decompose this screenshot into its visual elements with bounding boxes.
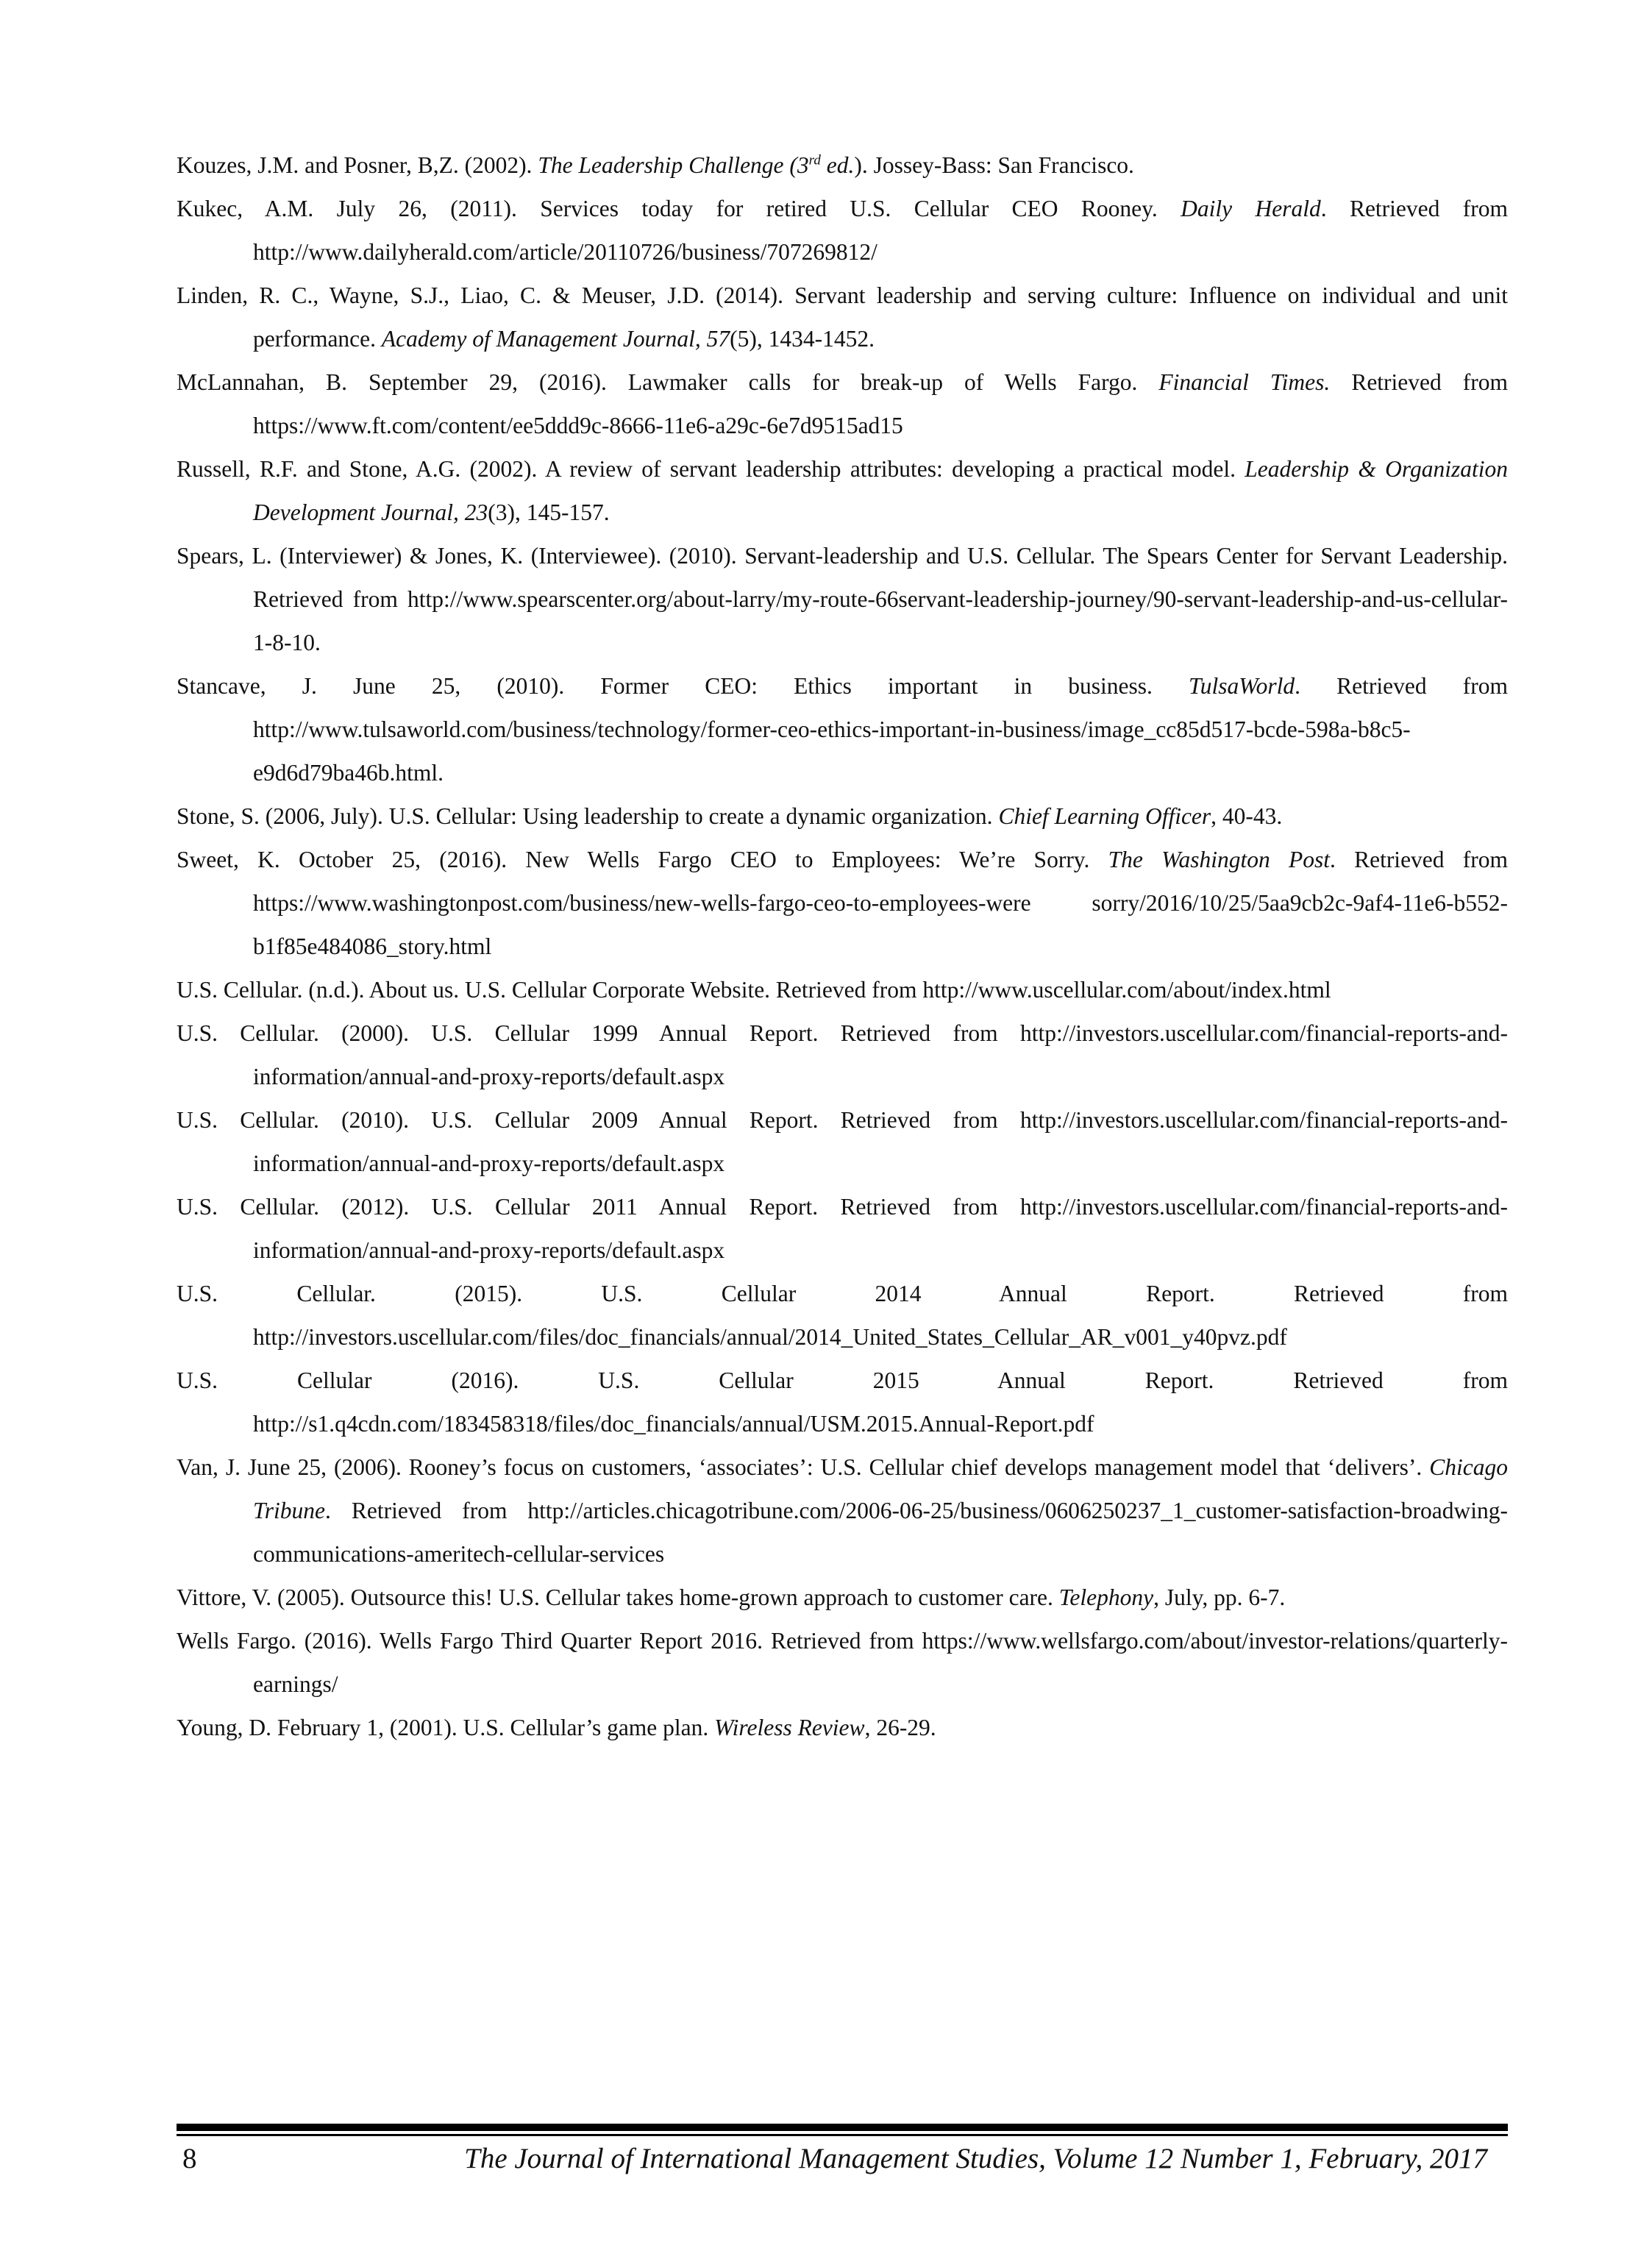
reference-text: Kouzes, J.M. and Posner, B,Z. (2002). (177, 152, 538, 178)
reference-text: Russell, R.F. and Stone, A.G. (2002). A review of servant leadership attributes: developing a practical model. (177, 456, 1245, 482)
reference-italic-text: Daily Herald (1181, 196, 1321, 221)
reference-text: U.S. Cellular. (n.d.). About us. U.S. Cellular Corporate Website. Retrieved from http://www.uscellular.com/about/index.html (177, 977, 1331, 1003)
reference-text: . Retrieved from http://www.dailyherald.com/article/20110726/business/707269812/ (253, 196, 1508, 265)
footer-rule-thin (177, 2134, 1508, 2136)
footer-rule (177, 2124, 1508, 2131)
reference-entry (177, 187, 1508, 274)
reference-entry (177, 968, 1508, 1011)
reference-text: , July, pp. 6-7. (1153, 1584, 1286, 1610)
reference-text: McLannahan, B. September 29, (2016). Lawmaker calls for break-up of Wells Fargo. (177, 369, 1159, 395)
reference-text: ). Jossey-Bass: San Francisco. (854, 152, 1134, 178)
reference-text: U.S. Cellular. (2012). U.S. Cellular 2011 Annual Report. Retrieved from http://investors.uscellular.com/financial-reports-and-information/annual-and-proxy-reports/default.aspx (177, 1194, 1508, 1263)
reference-text: Stone, S. (2006, July). U.S. Cellular: Using leadership to create a dynamic organization. (177, 803, 999, 829)
reference-italic-text: Academy of Management Journal, 57 (381, 326, 730, 352)
reference-italic-text: Telephony (1058, 1584, 1154, 1610)
reference-text: Stancave, J. June 25, (2010). Former CEO: Ethics important in business. (177, 673, 1189, 699)
reference-text: Young, D. February 1, (2001). U.S. Cellular’s game plan. (177, 1715, 715, 1740)
reference-entry (177, 838, 1508, 968)
reference-italic-text: Chicago Tribune (253, 1454, 1508, 1523)
reference-list (177, 143, 1508, 1749)
reference-entry (177, 794, 1508, 838)
reference-text: Wells Fargo. (2016). Wells Fargo Third Quarter Report 2016. Retrieved from https://www.wellsfargo.com/about/investor-relations/quarterly-earnings/ (177, 1628, 1508, 1697)
reference-text: U.S. Cellular. (2010). U.S. Cellular 2009 Annual Report. Retrieved from http://investors.uscellular.com/financial-reports-and-information/annual-and-proxy-reports/default.aspx (177, 1107, 1508, 1176)
reference-entry (177, 1445, 1508, 1576)
reference-text: (5), 1434-1452. (730, 326, 875, 352)
page-number: 8 (182, 2143, 197, 2174)
reference-entry (177, 1098, 1508, 1185)
reference-italic-text: The Washington Post (1108, 847, 1330, 872)
journal-citation: The Journal of International Management Studies, Volume 12 Number 1, February, 2017 (464, 2143, 1487, 2174)
reference-entry (177, 1011, 1508, 1098)
reference-italic-text: The Leadership Challenge (3 (538, 152, 809, 178)
reference-text: , 40-43. (1211, 803, 1283, 829)
reference-italic-text: Leadership & Organization Development Journal, 23 (253, 456, 1508, 525)
reference-text: (3), 145-157. (488, 499, 610, 525)
reference-text: Spears, L. (Interviewer) & Jones, K. (Interviewee). (2010). Servant-leadership and U.S. Cellular. The Spears Center for Servant Leadership. Retrieved from http://www.spearscenter.org/about-larry/my-route-66servant-leadership-journey/90-servant-leadership-and-us-cellular-1-8-10. (177, 543, 1508, 655)
reference-text: . Retrieved from http://articles.chicagotribune.com/2006-06-25/business/0606250237_1_customer-satisfaction-broadwing-communications-ameritech-cellular-services (253, 1498, 1508, 1567)
reference-text: U.S. Cellular. (2015). U.S. Cellular 2014 Annual Report. Retrieved from http://investors.uscellular.com/files/doc_financials/annual/2014_United_States_Cellular_AR_v001_y40pvz.pdf (177, 1281, 1508, 1350)
reference-italic-text: ed. (820, 152, 855, 178)
reference-italic-text: TulsaWorld (1189, 673, 1295, 699)
reference-text: Kukec, A.M. July 26, (2011). Services today for retired U.S. Cellular CEO Rooney. (177, 196, 1181, 221)
reference-entry (177, 360, 1508, 447)
reference-text: . Retrieved from http://www.tulsaworld.com/business/technology/former-ceo-ethics-important-in-business/image_cc85d517-bcde-598a-b8c5-e9d6d79ba46b.html. (253, 673, 1508, 786)
reference-entry (177, 1272, 1508, 1359)
reference-entry (177, 274, 1508, 360)
reference-entry (177, 1359, 1508, 1445)
superscript-text: rd (808, 152, 821, 168)
reference-text: U.S. Cellular (2016). U.S. Cellular 2015 Annual Report. Retrieved from http://s1.q4cdn.com/183458318/files/doc_financials/annual/USM.2015.Annual-Report.pdf (177, 1367, 1508, 1437)
reference-text: Vittore, V. (2005). Outsource this! U.S. Cellular takes home-grown approach to customer care. (177, 1584, 1059, 1610)
reference-entry (177, 1185, 1508, 1272)
reference-entry (177, 143, 1508, 187)
reference-text: . Retrieved from https://www.washingtonpost.com/business/new-wells-fargo-ceo-to-employees-were sorry/2016/10/25/5aa9cb2c-9af4-11e6-b552-b1f85e484086_story.html (253, 847, 1508, 959)
reference-entry (177, 1576, 1508, 1619)
reference-entry (177, 447, 1508, 534)
reference-entry (177, 1706, 1508, 1749)
reference-text: U.S. Cellular. (2000). U.S. Cellular 1999 Annual Report. Retrieved from http://investors.uscellular.com/financial-reports-and-information/annual-and-proxy-reports/default.aspx (177, 1020, 1508, 1089)
reference-text: Sweet, K. October 25, (2016). New Wells Fargo CEO to Employees: We’re Sorry. (177, 847, 1108, 872)
reference-entry (177, 1619, 1508, 1706)
reference-text: Linden, R. C., Wayne, S.J., Liao, C. & Meuser, J.D. (2014). Servant leadership and serving culture: Influence on individual and unit performance. (177, 282, 1508, 352)
reference-italic-text: Financial Times. (1158, 369, 1331, 395)
reference-italic-text: Wireless Review (714, 1715, 865, 1740)
reference-italic-text: Chief Learning Officer (998, 803, 1211, 829)
reference-text: , 26-29. (864, 1715, 936, 1740)
reference-text: Van, J. June 25, (2006). Rooney’s focus on customers, ‘associates’: U.S. Cellular chief develops management model that ‘delivers’. (177, 1454, 1430, 1480)
reference-text: Retrieved from https://www.ft.com/content/ee5ddd9c-8666-11e6-a29c-6e7d9515ad15 (253, 369, 1509, 438)
reference-entry (177, 664, 1508, 794)
reference-entry (177, 534, 1508, 664)
